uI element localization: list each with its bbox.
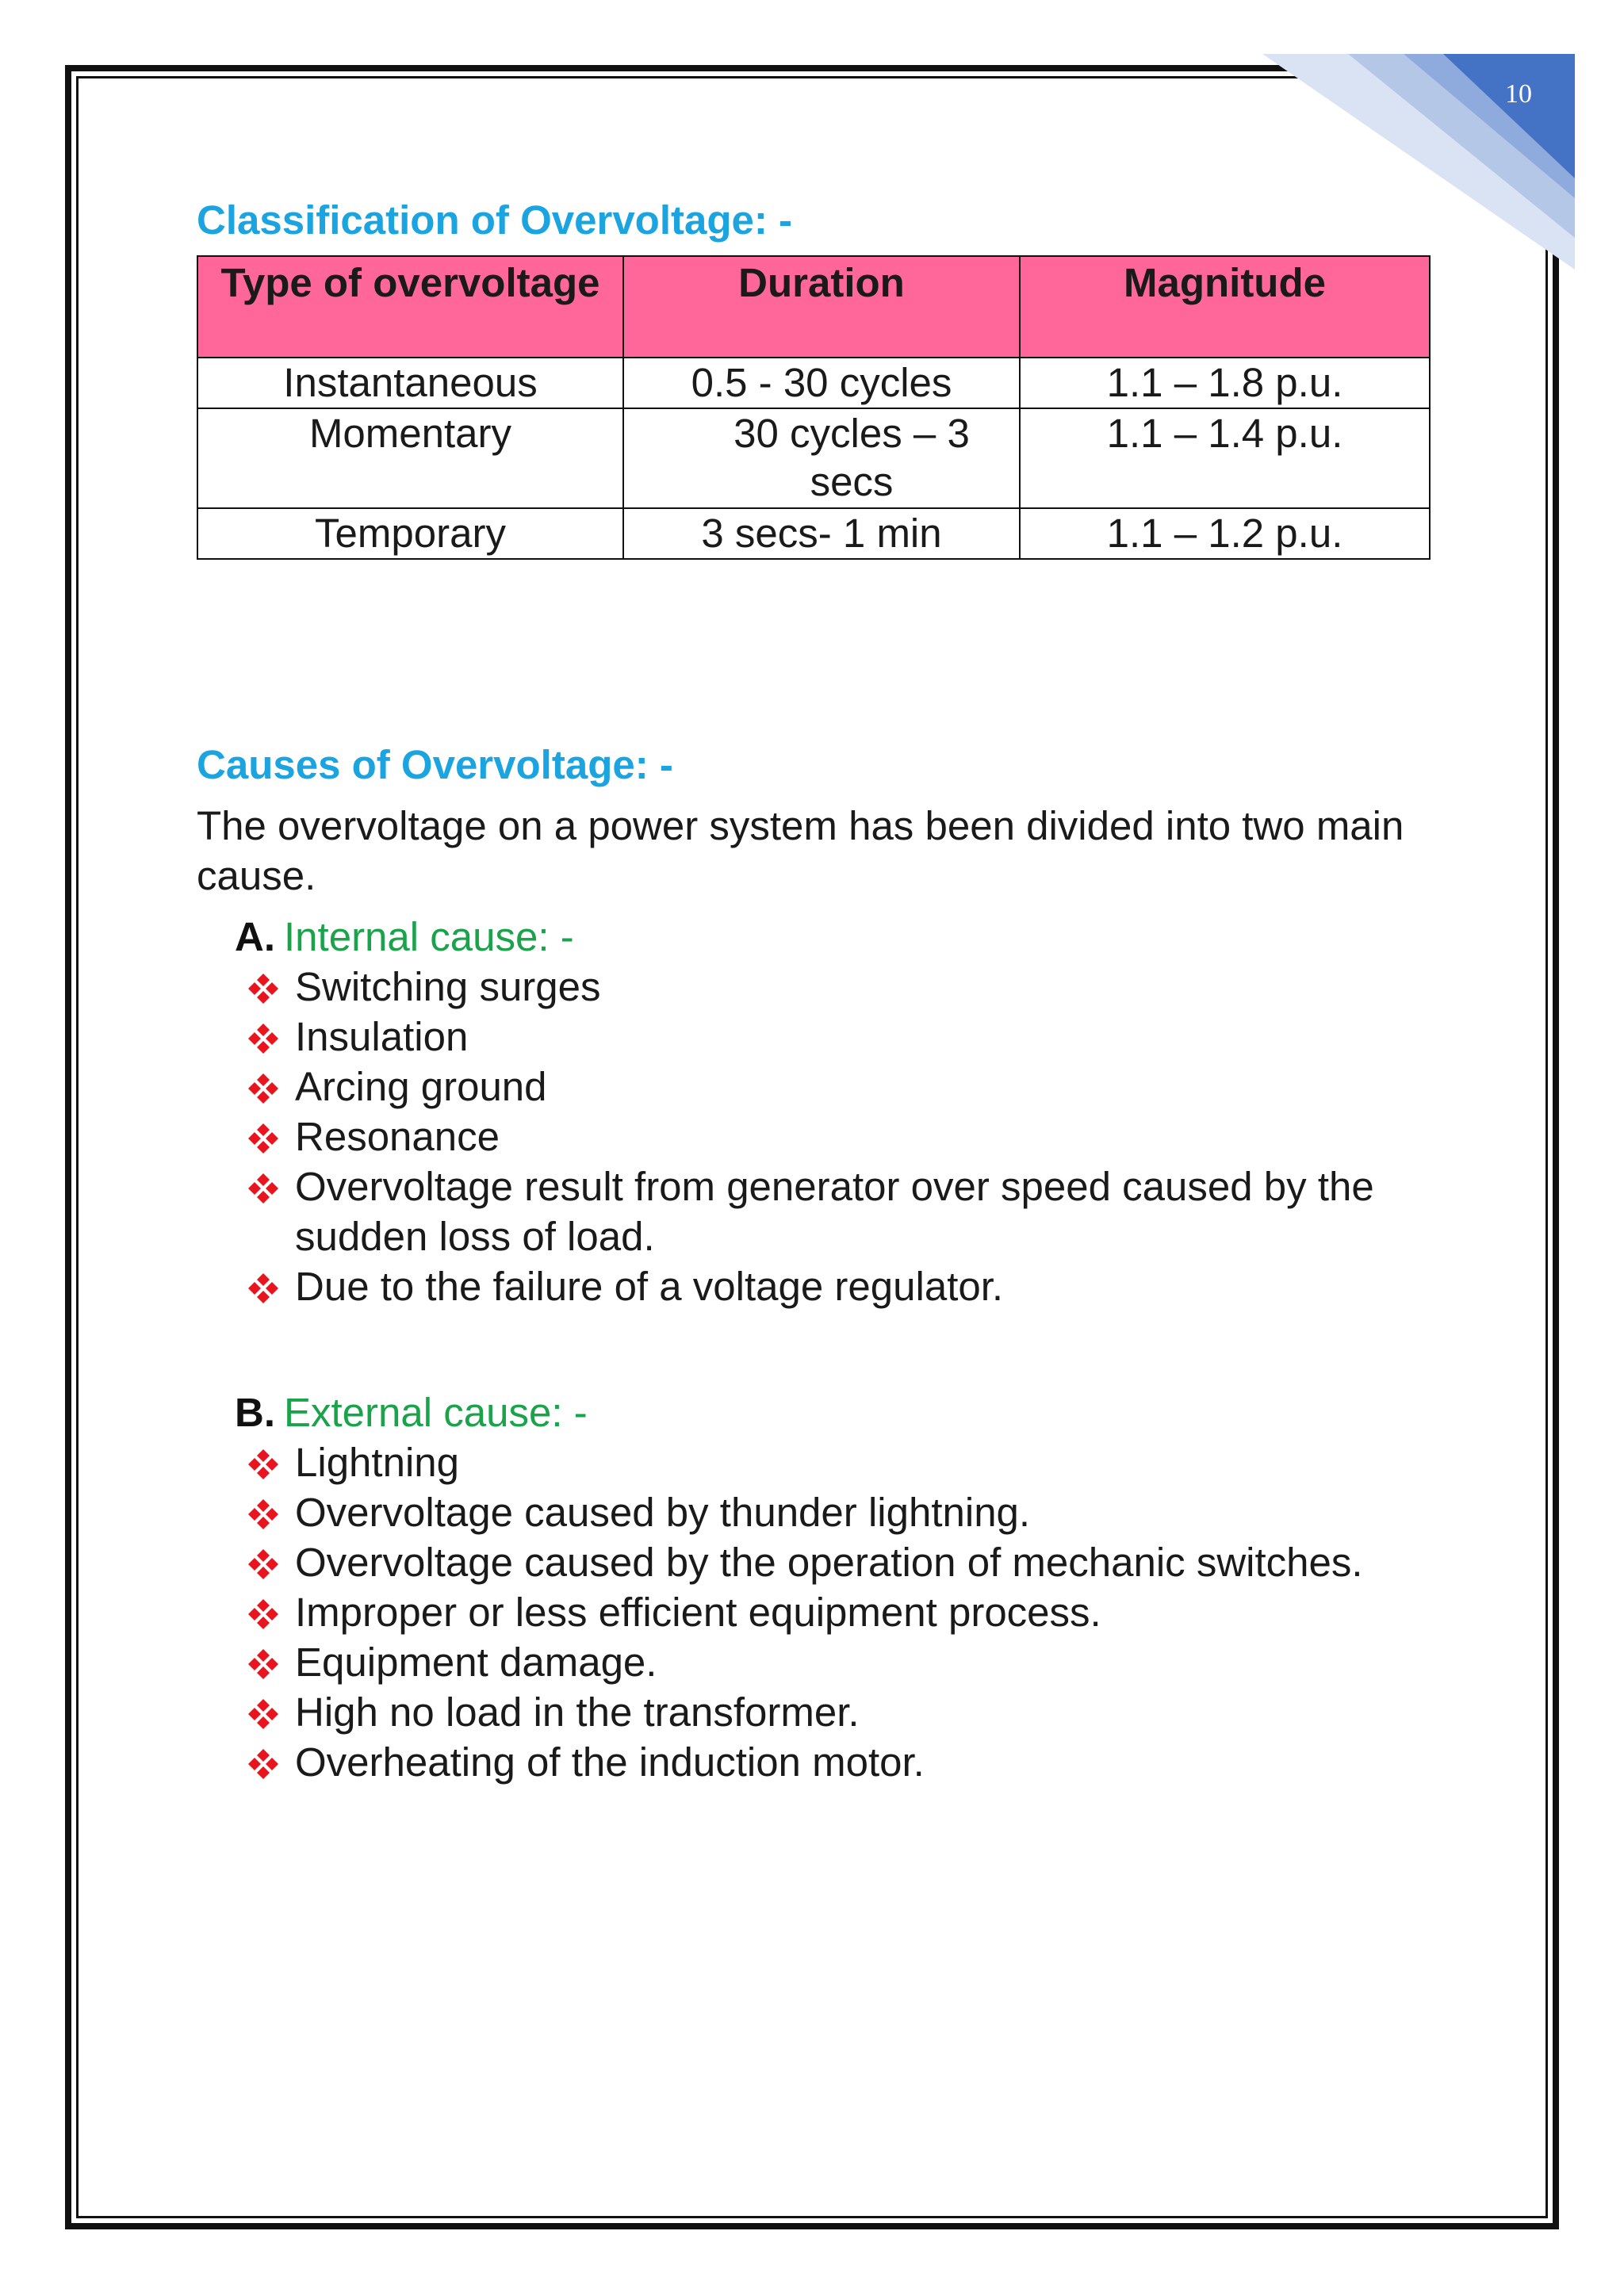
cell-type: Momentary: [197, 408, 623, 508]
diamond-bullet-icon: [247, 1073, 279, 1104]
list-item: Overvoltage caused by thunder lightning.: [247, 1487, 1453, 1537]
list-item: Overvoltage result from generator over speed caused by the sudden loss of load.: [247, 1161, 1453, 1261]
cell-duration: 3 secs- 1 min: [623, 508, 1020, 559]
external-cause-heading: [235, 1387, 588, 1437]
cell-magnitude: 1.1 – 1.4 p.u.: [1020, 408, 1430, 508]
diamond-bullet-icon: [247, 1748, 279, 1780]
list-item: Due to the failure of a voltage regulator.: [247, 1261, 1453, 1311]
cell-duration: 0.5 - 30 cycles: [623, 358, 1020, 408]
external-cause-title: External cause: -: [284, 1390, 588, 1435]
list-item: Improper or less efficient equipment process.: [247, 1587, 1453, 1637]
diamond-bullet-icon: [247, 1548, 279, 1580]
page-number: 10: [1505, 79, 1532, 109]
diamond-bullet-icon: [247, 1173, 279, 1204]
list-item: Insulation: [247, 1012, 1453, 1062]
cell-duration: 30 cycles – 3 secs: [623, 408, 1020, 508]
classification-heading: Classification of Overvoltage: -: [197, 197, 793, 243]
diamond-bullet-icon: [247, 1598, 279, 1630]
internal-cause-heading: [235, 912, 574, 962]
table-header-row: [197, 256, 1430, 358]
list-item: Arcing ground: [247, 1062, 1453, 1112]
causes-heading: Causes of Overvoltage: -: [197, 742, 673, 787]
diamond-bullet-icon: [247, 1648, 279, 1680]
column-header-type: Type of overvoltage: [197, 256, 623, 358]
external-cause-list: [247, 1437, 1453, 1787]
diamond-bullet-icon: [247, 1123, 279, 1154]
internal-cause-list: [247, 962, 1453, 1311]
diamond-bullet-icon: [247, 1698, 279, 1730]
diamond-bullet-icon: [247, 1498, 279, 1530]
column-header-magnitude: Magnitude: [1020, 256, 1430, 358]
table-row: [197, 408, 1430, 508]
diamond-bullet-icon: [247, 1448, 279, 1480]
diamond-bullet-icon: [247, 973, 279, 1004]
column-header-duration: Duration: [623, 256, 1020, 358]
causes-intro: The overvoltage on a power system has been divided into two main cause.: [197, 803, 1404, 898]
cell-magnitude: 1.1 – 1.8 p.u.: [1020, 358, 1430, 408]
list-item: Lightning: [247, 1437, 1453, 1487]
list-item: Switching surges: [247, 962, 1453, 1012]
cell-magnitude: 1.1 – 1.2 p.u.: [1020, 508, 1430, 559]
diamond-bullet-icon: [247, 1023, 279, 1054]
cell-type: Temporary: [197, 508, 623, 559]
list-item: High no load in the transformer.: [247, 1687, 1453, 1737]
table-row: [197, 508, 1430, 559]
table-row: [197, 358, 1430, 408]
overvoltage-classification-table: [197, 255, 1431, 560]
external-cause-letter: B.: [235, 1390, 275, 1435]
list-item: Equipment damage.: [247, 1637, 1453, 1687]
list-item: Overvoltage caused by the operation of mechanic switches.: [247, 1537, 1453, 1587]
internal-cause-title: Internal cause: -: [284, 914, 574, 959]
cell-type: Instantaneous: [197, 358, 623, 408]
diamond-bullet-icon: [247, 1272, 279, 1304]
list-item: Overheating of the induction motor.: [247, 1737, 1453, 1787]
internal-cause-letter: A.: [235, 914, 275, 959]
list-item: Resonance: [247, 1112, 1453, 1161]
